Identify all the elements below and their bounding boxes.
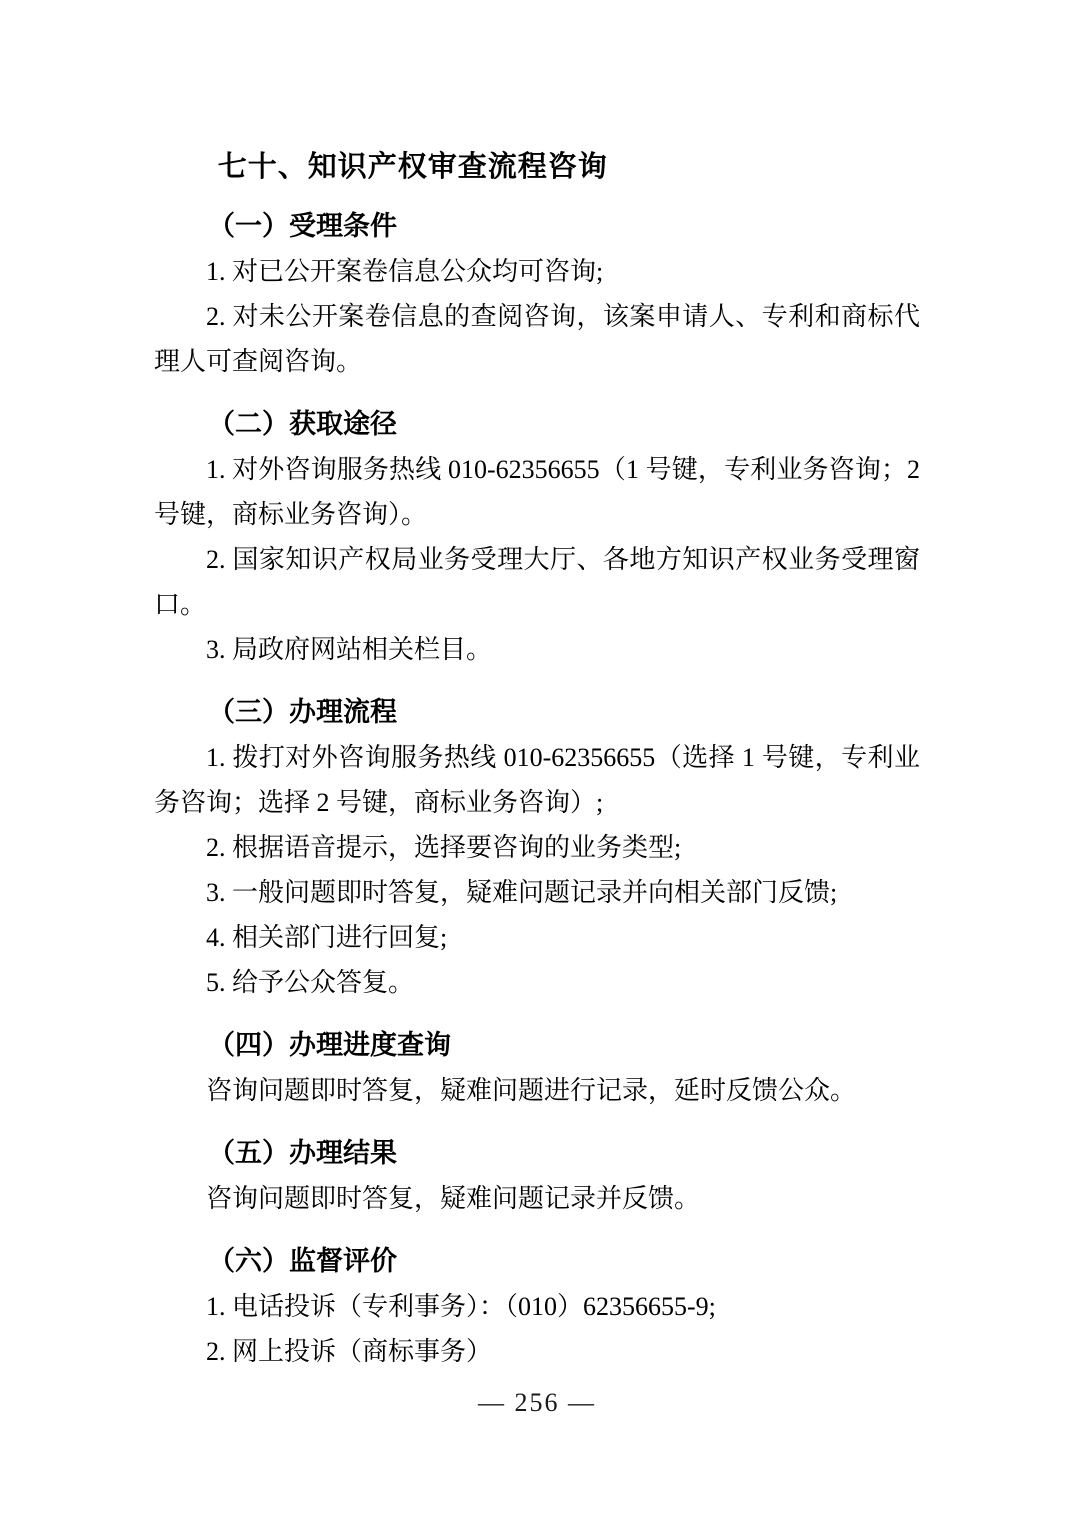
paragraph: 5. 给予公众答复。 xyxy=(206,968,415,997)
paragraph: 1. 拨打对外咨询服务热线 010-62356655（选择 1 号键，专利业务咨询；选择 2 号键，商标业务咨询）; xyxy=(154,743,920,817)
page-number-footer: — 256 — xyxy=(478,1388,596,1417)
section-heading: （四）办理进度查询 xyxy=(208,1030,451,1060)
section-supervision-evaluation xyxy=(154,1239,920,1374)
paragraph: 1. 对已公开案卷信息公众均可咨询; xyxy=(206,257,604,286)
section-handling-result xyxy=(154,1131,920,1221)
section-heading: （五）办理结果 xyxy=(208,1138,397,1168)
section-heading: （六）监督评价 xyxy=(208,1246,397,1276)
section-handling-process xyxy=(154,690,920,1005)
paragraph: 2. 根据语音提示，选择要咨询的业务类型; xyxy=(206,833,682,862)
paragraph: 3. 局政府网站相关栏目。 xyxy=(206,635,493,664)
paragraph: 2. 国家知识产权局业务受理大厅、各地方知识产权业务受理窗口。 xyxy=(154,545,920,619)
paragraph: 1. 电话投诉（专利事务）：（010）62356655-9; xyxy=(206,1292,716,1321)
page-content xyxy=(154,148,920,1374)
section-heading: （三）办理流程 xyxy=(208,697,397,727)
section-heading: （二）获取途径 xyxy=(208,409,397,439)
paragraph: 4. 相关部门进行回复; xyxy=(206,923,448,952)
paragraph: 1. 对外咨询服务热线 010-62356655（1 号键，专利业务咨询；2 号键，商标业务咨询）。 xyxy=(154,455,920,529)
section-heading: （一）受理条件 xyxy=(208,211,397,241)
section-acceptance-conditions xyxy=(154,204,920,384)
paragraph: 2. 网上投诉（商标事务） xyxy=(206,1337,493,1366)
section-access-channels xyxy=(154,402,920,672)
section-progress-inquiry xyxy=(154,1023,920,1113)
page-title: 七十、知识产权审查流程咨询 xyxy=(217,151,608,183)
paragraph: 咨询问题即时答复，疑难问题进行记录，延时反馈公众。 xyxy=(206,1076,857,1105)
paragraph: 咨询问题即时答复，疑难问题记录并反馈。 xyxy=(206,1184,701,1213)
paragraph: 2. 对未公开案卷信息的查阅咨询，该案申请人、专利和商标代理人可查阅咨询。 xyxy=(154,302,920,376)
paragraph: 3. 一般问题即时答复，疑难问题记录并向相关部门反馈; xyxy=(206,878,838,907)
